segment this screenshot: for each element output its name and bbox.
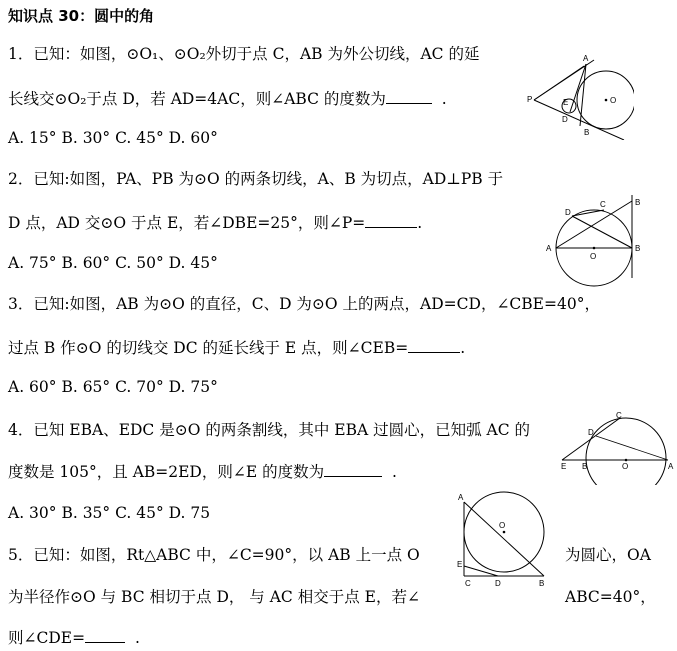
q4-fig-label-d: D [588,428,594,437]
q1-line2 [8,89,447,109]
q5-fig-label-e: E [457,560,463,569]
q1-answer-blank [386,89,432,104]
q5-fig-label-o: O [499,521,506,530]
q1-line1: 1．已知：如图，⊙O₁、⊙O₂外切于点 C，AB 为外公切线，AC 的延 [8,45,480,63]
q1-fig-label-e: E [563,98,569,107]
q2-options: A. 75° B. 60° C. 50° D. 45° [8,254,218,272]
q1-options: A. 15° B. 30° C. 45° D. 60° [8,129,218,147]
q4-line2-text: 度数是 105°，且 AB=2ED，则∠E 的度数为 [8,463,325,481]
q4-fig-label-c: C [616,411,622,420]
q5-line2b: ABC=40°， [565,588,656,606]
q2-line2-end: . [417,214,423,232]
q4-fig-label-a: A [668,462,674,471]
q2-line1: 2．已知:如图，PA、PB 为⊙O 的两条切线，A、B 为切点，AD⊥PB 于 [8,170,504,188]
q4-line2-end: . [391,463,397,481]
q5-line3 [8,628,140,648]
q4-answer-blank [324,462,382,477]
q2-fig-label-o: O [590,252,597,261]
q1-line2-end: . [441,90,447,108]
q4-options: A. 30° B. 35° C. 45° D. 75 [8,504,211,522]
q1-fig-label-o: O [610,96,617,105]
q3-line1: 3．已知:如图，AB 为⊙O 的直径，C、D 为⊙O 上的两点，AD=CD，∠CBE=40°， [8,295,600,313]
q5-fig-label-a: A [458,493,464,502]
q2-answer-blank [365,213,417,228]
q4-fig-label-e: E [561,462,567,471]
q2-fig-label-a: A [546,244,552,253]
q3-line2-end: . [460,339,466,357]
q2-figure [542,193,647,288]
q1-fig-label-p: P [527,95,533,104]
q5-figure [448,490,558,590]
q5-line1b: 为圆心，OA [565,546,651,564]
q4-fig-label-o: O [622,462,629,471]
q3-answer-blank [408,338,460,353]
q1-line2-text: 长线交⊙O₂于点 D，若 AD=4AC，则∠ABC 的度数为 [8,90,386,108]
q2-fig-label-c: C [600,200,606,209]
q3-options: A. 60° B. 65° C. 70° D. 75° [8,378,218,396]
q5-fig-label-d: D [495,579,501,588]
q5-fig-label-c: C [465,579,471,588]
q1-fig-label-a: A [583,54,589,63]
q5-fig-label-b: B [539,579,545,588]
q3-line2 [8,338,465,358]
q4-line2 [8,462,397,482]
q5-line1a: 5．已知：如图，Rt△ABC 中，∠C=90°，以 AB 上一点 O [8,546,420,564]
q5-line3-end: . [134,629,140,647]
q1-figure [524,50,634,140]
q5-line3-text: 则∠CDE= [8,629,86,647]
q4-figure [560,410,675,485]
section-title: 知识点 30：圆中的角 [8,7,155,25]
q2-fig-label-b: B [635,244,641,253]
q1-fig-label-d: D [562,115,568,124]
q4-fig-label-b: B [582,462,588,471]
q5-answer-blank [85,628,125,643]
q1-fig-label-b: B [584,128,590,137]
q2-fig-label-b-top: B [635,198,641,207]
q2-fig-label-d: D [565,208,571,217]
q4-line1: 4．已知 EBA、EDC 是⊙O 的两条割线，其中 EBA 过圆心，已知弧 AC 的 [8,421,530,439]
q3-line2-text: 过点 B 作⊙O 的切线交 DC 的延长线于 E 点，则∠CEB= [8,339,409,357]
q2-line2 [8,213,422,233]
q2-line2-text: D 点，AD 交⊙O 于点 E，若∠DBE=25°，则∠P= [8,214,366,232]
q5-line2a: 为半径作⊙O 与 BC 相切于点 D， 与 AC 相交于点 E，若∠ [8,588,420,606]
